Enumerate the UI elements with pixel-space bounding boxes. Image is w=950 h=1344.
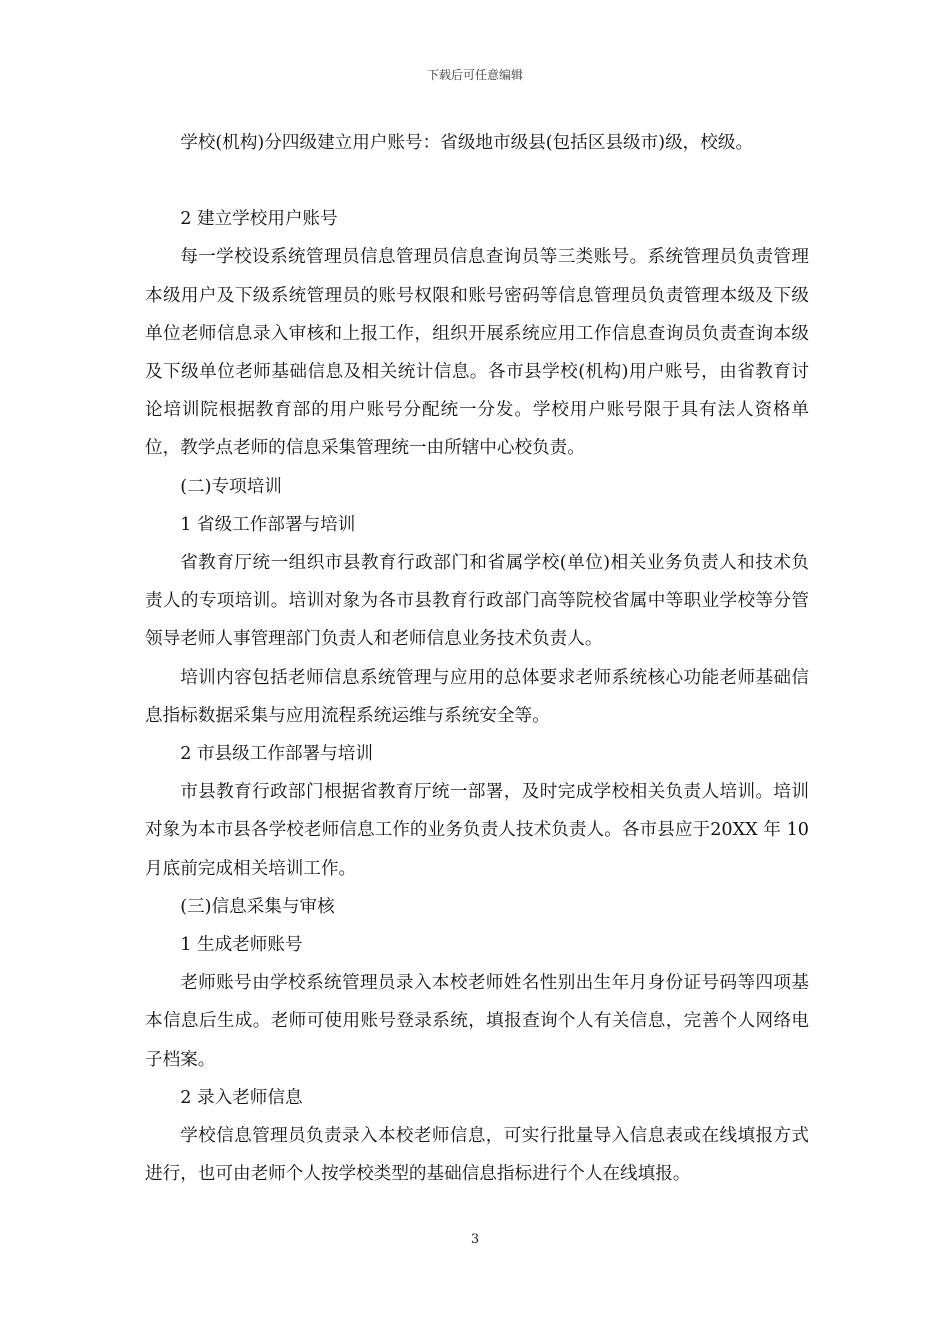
heading-generate-accounts: 1 生成老师账号 xyxy=(180,935,303,956)
heading-enter-info: 2 录入老师信息 xyxy=(180,1087,303,1108)
paragraph-account-levels: 学校(机构)分四级建立用户账号：省级地市级县(包括区县级市)级，校级。 xyxy=(180,133,754,153)
heading-school-accounts: 2 建立学校用户账号 xyxy=(180,209,338,230)
page-number: 3 xyxy=(470,1232,480,1247)
document-body xyxy=(145,124,809,1193)
paragraph-account-types: 每一学校设系统管理员信息管理员信息查询员等三类账号。系统管理员负责管理本级用户及下级系统管理员的账号权限和账号密码等信息管理员负责管理本级及下级单位老师信息录入审核和上报工作，组织开展系统应用工作信息查询员负责查询本级及下级单位老师基础信息及相关统计信息。各市县学校(机构)用户账号，由省教育讨论培训院根据教育部的用户账号分配统一分发。学校用户账号限于具有法人资格单位，教学点老师的信息采集管理统一由所辖中心校负责。 xyxy=(145,247,809,459)
page-header: 下载后可任意编辑 xyxy=(426,68,523,82)
paragraph-enter-info: 学校信息管理员负责录入本校老师信息，可实行批量导入信息表或在线填报方式进行，也可由老师个人按学校类型的基础信息指标进行个人在线填报。 xyxy=(145,1126,809,1185)
paragraph-training-content: 培训内容包括老师信息系统管理与应用的总体要求老师系统核心功能老师基础信息指标数据采集与应用流程系统运维与系统安全等。 xyxy=(145,667,809,726)
heading-special-training: (二)专项培训 xyxy=(180,476,282,497)
paragraph-provincial-training: 省教育厅统一组织市县教育行政部门和省属学校(单位)相关业务负责人和技术负责人的专项培训。培训对象为各市县教育行政部门高等院校省属中等职业学校等分管领导老师人事管理部门负责人和老师信息业务技术负责人。 xyxy=(145,553,809,650)
heading-provincial-training: 1 省级工作部署与培训 xyxy=(180,514,356,535)
heading-info-collection: (三)信息采集与审核 xyxy=(180,896,335,917)
paragraph-generate-accounts: 老师账号由学校系统管理员录入本校老师姓名性别出生年月身份证号码等四项基本信息后生成。老师可使用账号登录系统，填报查询个人有关信息，完善个人网络电子档案。 xyxy=(145,973,809,1070)
paragraph-county-training: 市县教育行政部门根据省教育厅统一部署，及时完成学校相关负责人培训。培训对象为本市县各学校老师信息工作的业务负责人技术负责人。各市县应于20XX 年 10 月底前完成相关培训工作。 xyxy=(145,782,809,879)
heading-county-training: 2 市县级工作部署与培训 xyxy=(180,744,373,765)
